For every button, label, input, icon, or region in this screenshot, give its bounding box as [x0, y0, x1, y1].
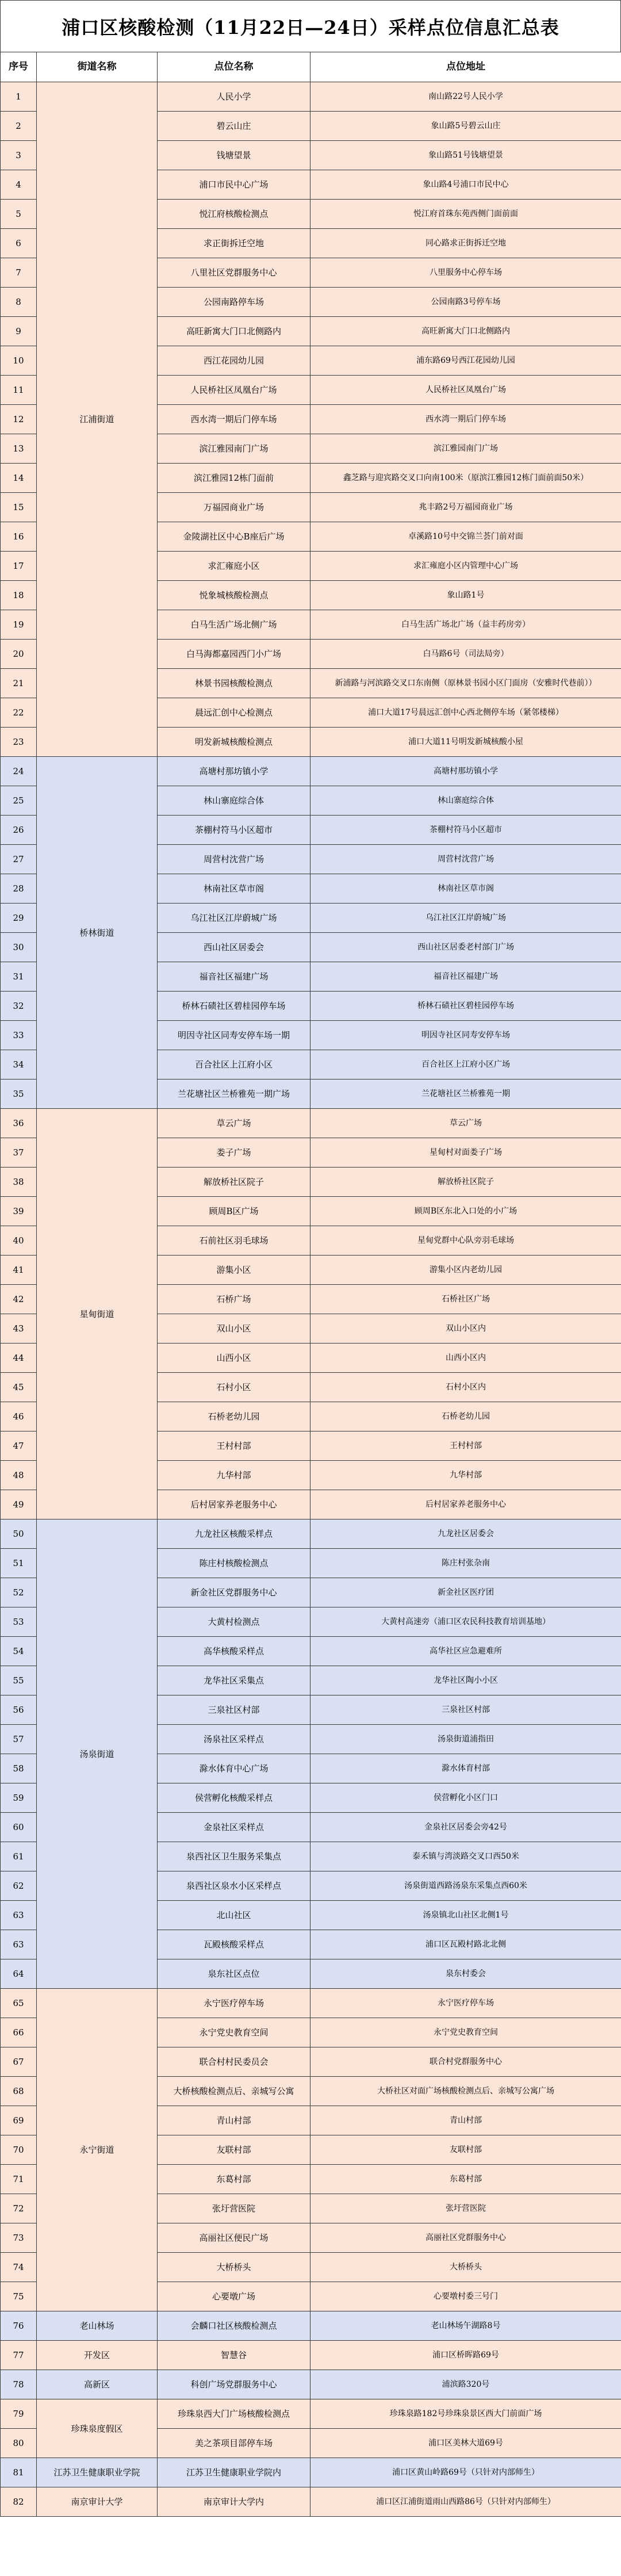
site-address: 林山寨庭综合体	[310, 786, 621, 816]
row-index: 76	[1, 2311, 37, 2341]
site-address: 新浦路与河滨路交叉口东南侧（原林景书园小区门面房（安雅时代巷前））	[310, 669, 621, 698]
site-name: 公园南路停车场	[158, 288, 310, 317]
site-address: 三泉社区村部	[310, 1695, 621, 1725]
table-row	[1, 1109, 621, 1138]
site-address: 大桥桥头	[310, 2253, 621, 2282]
site-address: 老山林场午湖路8号	[310, 2311, 621, 2341]
row-index: 21	[1, 669, 37, 698]
row-index: 2	[1, 112, 37, 141]
site-address: 南山路22号人民小学	[310, 82, 621, 112]
site-name: 友联村部	[158, 2135, 310, 2165]
row-index: 14	[1, 464, 37, 493]
site-address: 浦口大道17号晨远汇创中心西北侧停车场（紧邻楼梯）	[310, 698, 621, 728]
table-row	[1, 2370, 621, 2399]
table-row	[1, 2399, 621, 2429]
row-index: 6	[1, 229, 37, 258]
site-name: 悦江府核酸检测点	[158, 200, 310, 229]
site-address: 西山社区居委老村部门广场	[310, 933, 621, 962]
site-address: 高塘村那坊镇小学	[310, 757, 621, 786]
table-row	[1, 1989, 621, 2018]
site-address: 珍珠泉路182号珍珠泉景区西大门前面广场	[310, 2399, 621, 2429]
site-address: 鑫芝路与迎宾路交叉口向南100米（原滨江雅园12栋门面前面50米）	[310, 464, 621, 493]
row-index: 47	[1, 1431, 37, 1461]
site-name: 八里社区党群服务中心	[158, 258, 310, 288]
site-name: 游集小区	[158, 1256, 310, 1285]
site-address: 解放桥社区院子	[310, 1168, 621, 1197]
site-name: 石前社区羽毛球场	[158, 1226, 310, 1256]
site-address: 友联村部	[310, 2135, 621, 2165]
site-address: 侯营孵化小区门口	[310, 1783, 621, 1813]
site-name: 心要墩广场	[158, 2282, 310, 2311]
row-index: 58	[1, 1754, 37, 1783]
site-address: 游集小区内老幼儿园	[310, 1256, 621, 1285]
row-index: 50	[1, 1519, 37, 1549]
site-name: 泉西社区泉水小区采样点	[158, 1871, 310, 1901]
site-name: 泉西社区卫生服务采集点	[158, 1842, 310, 1871]
table-row	[1, 2341, 621, 2370]
site-address: 卓溪路10号中交锦兰荟门前对面	[310, 522, 621, 552]
row-index: 54	[1, 1637, 37, 1666]
row-index: 37	[1, 1138, 37, 1168]
table-row	[1, 757, 621, 786]
site-name: 王村村部	[158, 1431, 310, 1461]
site-address: 福音社区福建广场	[310, 962, 621, 992]
site-name: 林南社区草市阁	[158, 874, 310, 904]
site-name: 龙华社区采集点	[158, 1666, 310, 1695]
row-index: 63	[1, 1901, 37, 1930]
row-index: 13	[1, 434, 37, 464]
site-address: 同心路求正街拆迁空地	[310, 229, 621, 258]
table-row	[1, 2311, 621, 2341]
site-name: 碧云山庄	[158, 112, 310, 141]
site-name: 泉东社区点位	[158, 1959, 310, 1989]
row-index: 12	[1, 405, 37, 434]
header-site-address: 点位地址	[310, 52, 621, 82]
row-index: 25	[1, 786, 37, 816]
site-name: 高旺新寓大门口北侧路内	[158, 317, 310, 346]
site-address: 周营村沈营广场	[310, 845, 621, 874]
site-address: 象山路4号浦口市民中心	[310, 170, 621, 200]
row-index: 32	[1, 992, 37, 1021]
site-address: 泉东村委会	[310, 1959, 621, 1989]
row-index: 33	[1, 1021, 37, 1050]
row-index: 7	[1, 258, 37, 288]
page-title: 浦口区核酸检测（11月22日—24日）采样点位信息汇总表	[0, 0, 621, 52]
row-index: 55	[1, 1666, 37, 1695]
row-index: 24	[1, 757, 37, 786]
row-index: 70	[1, 2135, 37, 2165]
site-name: 后村居家养老服务中心	[158, 1490, 310, 1519]
row-index: 29	[1, 904, 37, 933]
street-name: 南京审计大学	[37, 2487, 158, 2517]
site-address: 百合社区上江府小区广场	[310, 1050, 621, 1080]
site-address: 浦口大道11号明发新城核酸小屋	[310, 728, 621, 757]
table-row	[1, 2458, 621, 2487]
row-index: 82	[1, 2487, 37, 2517]
site-address: 汤泉街道西路汤泉东采集点西60米	[310, 1871, 621, 1901]
site-address: 白马路6号（司法局旁）	[310, 640, 621, 669]
site-address: 后村居家养老服务中心	[310, 1490, 621, 1519]
site-address: 汤泉街道浦指田	[310, 1725, 621, 1754]
site-name: 明因寺社区同寿安停车场一期	[158, 1021, 310, 1050]
row-index: 62	[1, 1871, 37, 1901]
site-address: 联合村党群服务中心	[310, 2047, 621, 2077]
row-index: 46	[1, 1402, 37, 1431]
site-name: 永宁医疗停车场	[158, 1989, 310, 2018]
site-address: 桥林石碛社区碧桂园停车场	[310, 992, 621, 1021]
site-name: 顾周B区广场	[158, 1197, 310, 1226]
street-name: 江苏卫生健康职业学院	[37, 2458, 158, 2487]
row-index: 53	[1, 1607, 37, 1637]
site-name: 金泉社区采样点	[158, 1813, 310, 1842]
site-name: 大桥核酸检测点后、亲城写公寓	[158, 2077, 310, 2106]
row-index: 52	[1, 1578, 37, 1607]
row-index: 69	[1, 2106, 37, 2135]
site-address: 九华村部	[310, 1461, 621, 1490]
row-index: 64	[1, 1959, 37, 1989]
site-name: 浦口市民中心广场	[158, 170, 310, 200]
site-address: 心要墩村委三号门	[310, 2282, 621, 2311]
table-header	[1, 52, 621, 82]
row-index: 56	[1, 1695, 37, 1725]
site-address: 求汇雍庭小区内管理中心广场	[310, 552, 621, 581]
site-name: 人民桥社区凤凰台广场	[158, 376, 310, 405]
row-index: 68	[1, 2077, 37, 2106]
site-name: 滨江雅园南门广场	[158, 434, 310, 464]
row-index: 44	[1, 1343, 37, 1373]
row-index: 78	[1, 2370, 37, 2399]
row-index: 23	[1, 728, 37, 757]
row-index: 34	[1, 1050, 37, 1080]
site-address: 浦东路69号西江花园幼儿园	[310, 346, 621, 376]
table-row	[1, 2487, 621, 2517]
row-index: 20	[1, 640, 37, 669]
row-index: 65	[1, 1989, 37, 2018]
site-name: 美之茶项目部停车场	[158, 2429, 310, 2458]
site-address: 永宁党史教育空间	[310, 2018, 621, 2047]
site-address: 东葛村部	[310, 2165, 621, 2194]
site-address: 星甸党群中心队旁羽毛球场	[310, 1226, 621, 1256]
site-address: 大桥社区对面广场核酸检测点后、亲城写公寓广场	[310, 2077, 621, 2106]
site-address: 山西小区内	[310, 1343, 621, 1373]
row-index: 45	[1, 1373, 37, 1402]
site-name: 白马海都嘉园西门小广场	[158, 640, 310, 669]
site-name: 新金社区党群服务中心	[158, 1578, 310, 1607]
site-name: 三泉社区村部	[158, 1695, 310, 1725]
site-name: 江苏卫生健康职业学院内	[158, 2458, 310, 2487]
site-name: 林山寨庭综合体	[158, 786, 310, 816]
site-address: 象山路5号碧云山庄	[310, 112, 621, 141]
site-address: 草云广场	[310, 1109, 621, 1138]
row-index: 42	[1, 1285, 37, 1314]
row-index: 18	[1, 581, 37, 610]
site-name: 智慧谷	[158, 2341, 310, 2370]
site-address: 龙华社区陶小小区	[310, 1666, 621, 1695]
site-address: 象山路51号钱塘望景	[310, 141, 621, 170]
street-name: 桥林街道	[37, 757, 158, 1109]
site-name: 石桥广场	[158, 1285, 310, 1314]
row-index: 57	[1, 1725, 37, 1754]
site-address: 象山路1号	[310, 581, 621, 610]
site-name: 林景书园核酸检测点	[158, 669, 310, 698]
site-address: 人民桥社区凤凰台广场	[310, 376, 621, 405]
site-name: 汤泉社区采样点	[158, 1725, 310, 1754]
site-name: 永宁党史教育空间	[158, 2018, 310, 2047]
site-name: 山西小区	[158, 1343, 310, 1373]
table-row	[1, 82, 621, 112]
site-name: 大桥桥头	[158, 2253, 310, 2282]
street-name: 永宁街道	[37, 1989, 158, 2311]
row-index: 49	[1, 1490, 37, 1519]
row-index: 48	[1, 1461, 37, 1490]
site-address: 公园南路3号停车场	[310, 288, 621, 317]
row-index: 11	[1, 376, 37, 405]
site-address: 石桥社区广场	[310, 1285, 621, 1314]
site-name: 石桥老幼儿园	[158, 1402, 310, 1431]
site-name: 双山小区	[158, 1314, 310, 1343]
street-name: 星甸街道	[37, 1109, 158, 1519]
site-name: 桥林石碛社区碧桂园停车场	[158, 992, 310, 1021]
site-address: 明因寺社区同寿安停车场	[310, 1021, 621, 1050]
site-address: 张圩营医院	[310, 2194, 621, 2223]
site-address: 新金社区医疗团	[310, 1578, 621, 1607]
site-name: 西水湾一期后门停车场	[158, 405, 310, 434]
row-index: 67	[1, 2047, 37, 2077]
site-address: 浦滨路320号	[310, 2370, 621, 2399]
site-address: 浦口区黄山岭路69号（只针对内部师生）	[310, 2458, 621, 2487]
site-name: 钱塘望景	[158, 141, 310, 170]
row-index: 80	[1, 2429, 37, 2458]
row-index: 43	[1, 1314, 37, 1343]
site-name: 九华村部	[158, 1461, 310, 1490]
row-index: 19	[1, 610, 37, 640]
row-index: 5	[1, 200, 37, 229]
site-name: 解放桥社区院子	[158, 1168, 310, 1197]
row-index: 63	[1, 1930, 37, 1959]
street-name: 珍珠泉度假区	[37, 2399, 158, 2458]
site-address: 金泉社区居委会旁42号	[310, 1813, 621, 1842]
site-name: 东葛村部	[158, 2165, 310, 2194]
site-address: 陈庄村张杂南	[310, 1549, 621, 1578]
site-name: 兰花塘社区兰桥雅苑一期广场	[158, 1080, 310, 1109]
header-site-name: 点位名称	[158, 52, 310, 82]
site-address: 滁水体育村部	[310, 1754, 621, 1783]
site-name: 百合社区上江府小区	[158, 1050, 310, 1080]
table-row	[1, 1519, 621, 1549]
site-name: 张圩营医院	[158, 2194, 310, 2223]
site-name: 侯营孵化核酸采样点	[158, 1783, 310, 1813]
table-body	[1, 82, 621, 2517]
header-row	[1, 52, 621, 82]
site-name: 瓦殿核酸采样点	[158, 1930, 310, 1959]
row-index: 15	[1, 493, 37, 522]
site-address: 八里服务中心停车场	[310, 258, 621, 288]
row-index: 3	[1, 141, 37, 170]
row-index: 72	[1, 2194, 37, 2223]
site-name: 高华核酸采样点	[158, 1637, 310, 1666]
site-address: 九龙社区居委会	[310, 1519, 621, 1549]
row-index: 51	[1, 1549, 37, 1578]
site-address: 兰花塘社区兰桥雅苑一期	[310, 1080, 621, 1109]
site-address: 浦口区瓦殿村路北北侧	[310, 1930, 621, 1959]
row-index: 9	[1, 317, 37, 346]
row-index: 74	[1, 2253, 37, 2282]
site-name: 悦象城核酸检测点	[158, 581, 310, 610]
site-name: 周营村沈营广场	[158, 845, 310, 874]
site-name: 西江花园幼儿园	[158, 346, 310, 376]
site-name: 科创广场党群服务中心	[158, 2370, 310, 2399]
site-name: 会麟口社区核酸检测点	[158, 2311, 310, 2341]
site-name: 求汇雍庭小区	[158, 552, 310, 581]
site-address: 浦口区江浦街道雨山西路86号（只针对内部师生）	[310, 2487, 621, 2517]
site-name: 北山社区	[158, 1901, 310, 1930]
site-address: 星甸村对面娄子广场	[310, 1138, 621, 1168]
site-name: 草云广场	[158, 1109, 310, 1138]
site-name: 青山村部	[158, 2106, 310, 2135]
row-index: 31	[1, 962, 37, 992]
row-index: 28	[1, 874, 37, 904]
row-index: 17	[1, 552, 37, 581]
row-index: 10	[1, 346, 37, 376]
row-index: 40	[1, 1226, 37, 1256]
site-name: 白马生活广场北侧广场	[158, 610, 310, 640]
site-name: 万福园商业广场	[158, 493, 310, 522]
row-index: 22	[1, 698, 37, 728]
site-address: 白马生活广场北广场（益丰药房旁）	[310, 610, 621, 640]
site-address: 高旺新寓大门口北侧路内	[310, 317, 621, 346]
site-name: 滨江雅园12栋门面前	[158, 464, 310, 493]
row-index: 8	[1, 288, 37, 317]
row-index: 61	[1, 1842, 37, 1871]
row-index: 39	[1, 1197, 37, 1226]
site-name: 茶棚村符马小区超市	[158, 816, 310, 845]
site-address: 王村村部	[310, 1431, 621, 1461]
site-address: 双山小区内	[310, 1314, 621, 1343]
site-address: 青山村部	[310, 2106, 621, 2135]
row-index: 36	[1, 1109, 37, 1138]
street-name: 高新区	[37, 2370, 158, 2399]
site-name: 福音社区福建广场	[158, 962, 310, 992]
row-index: 27	[1, 845, 37, 874]
site-name: 晨远汇创中心检测点	[158, 698, 310, 728]
header-street: 街道名称	[37, 52, 158, 82]
row-index: 30	[1, 933, 37, 962]
row-index: 38	[1, 1168, 37, 1197]
site-name: 陈庄村核酸检测点	[158, 1549, 310, 1578]
row-index: 73	[1, 2223, 37, 2253]
row-index: 77	[1, 2341, 37, 2370]
site-address: 高华社区应急避难所	[310, 1637, 621, 1666]
site-address: 浦口区桥晖路69号	[310, 2341, 621, 2370]
site-address: 乌江社区江岸蔚城广场	[310, 904, 621, 933]
site-name: 高塘村那坊镇小学	[158, 757, 310, 786]
site-address: 石村小区内	[310, 1373, 621, 1402]
street-name: 开发区	[37, 2341, 158, 2370]
site-address: 西水湾一期后门停车场	[310, 405, 621, 434]
street-name: 老山林场	[37, 2311, 158, 2341]
row-index: 35	[1, 1080, 37, 1109]
row-index: 1	[1, 82, 37, 112]
row-index: 41	[1, 1256, 37, 1285]
row-index: 16	[1, 522, 37, 552]
site-name: 滁水体育中心广场	[158, 1754, 310, 1783]
site-name: 大黄村检测点	[158, 1607, 310, 1637]
header-index: 序号	[1, 52, 37, 82]
site-name: 娄子广场	[158, 1138, 310, 1168]
site-address: 顾周B区东北入口处的小广场	[310, 1197, 621, 1226]
site-name: 石村小区	[158, 1373, 310, 1402]
row-index: 4	[1, 170, 37, 200]
row-index: 26	[1, 816, 37, 845]
sampling-site-table	[0, 52, 621, 2517]
site-name: 联合村村民委员会	[158, 2047, 310, 2077]
site-address: 大黄村高速旁（浦口区农民科技教育培训基地）	[310, 1607, 621, 1637]
row-index: 66	[1, 2018, 37, 2047]
site-address: 泰禾镇与湾淡路交叉口西50米	[310, 1842, 621, 1871]
site-address: 茶棚村符马小区超市	[310, 816, 621, 845]
site-address: 兆丰路2号万福园商业广场	[310, 493, 621, 522]
site-address: 滨江雅园南门广场	[310, 434, 621, 464]
site-address: 汤泉镇北山社区北侧1号	[310, 1901, 621, 1930]
row-index: 81	[1, 2458, 37, 2487]
site-name: 求正街拆迁空地	[158, 229, 310, 258]
site-address: 林南社区草市阁	[310, 874, 621, 904]
site-name: 九龙社区核酸采样点	[158, 1519, 310, 1549]
site-name: 明发新城核酸检测点	[158, 728, 310, 757]
site-address: 浦口区美林大道69号	[310, 2429, 621, 2458]
row-index: 75	[1, 2282, 37, 2311]
site-name: 西山社区居委会	[158, 933, 310, 962]
row-index: 71	[1, 2165, 37, 2194]
site-name: 人民小学	[158, 82, 310, 112]
street-name: 江浦街道	[37, 82, 158, 757]
site-address: 石桥老幼儿园	[310, 1402, 621, 1431]
site-name: 珍珠泉西大门广场核酸检测点	[158, 2399, 310, 2429]
street-name: 汤泉街道	[37, 1519, 158, 1989]
site-name: 乌江社区江岸蔚城广场	[158, 904, 310, 933]
row-index: 60	[1, 1813, 37, 1842]
site-address: 悦江府首珠东苑西侧门面前面	[310, 200, 621, 229]
site-name: 南京审计大学内	[158, 2487, 310, 2517]
site-address: 高丽社区党群服务中心	[310, 2223, 621, 2253]
row-index: 79	[1, 2399, 37, 2429]
site-name: 高丽社区便民广场	[158, 2223, 310, 2253]
row-index: 59	[1, 1783, 37, 1813]
site-address: 永宁医疗停车场	[310, 1989, 621, 2018]
site-name: 金陵湖社区中心B座后广场	[158, 522, 310, 552]
